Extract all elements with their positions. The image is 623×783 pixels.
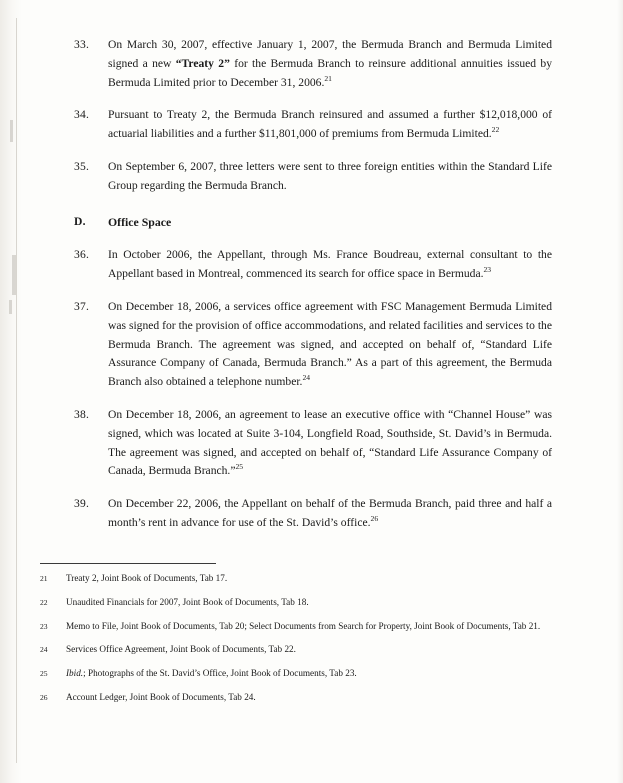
- footnote-reference[interactable]: 23: [483, 265, 492, 275]
- paragraph-text: [108, 36, 552, 92]
- footnote-marker: 26: [40, 692, 48, 702]
- footnote-reference[interactable]: 25: [235, 462, 244, 472]
- footnote-reference[interactable]: 22: [491, 125, 500, 135]
- paragraph-text: [108, 298, 552, 392]
- footnote-text: Services Office Agreement, Joint Book of Documents, Tab 22.: [66, 644, 296, 655]
- footnote-item: [40, 691, 560, 705]
- numbered-paragraph: [74, 406, 552, 481]
- section-title: Office Space: [108, 215, 172, 230]
- footnote-reference[interactable]: 26: [370, 513, 379, 523]
- numbered-paragraph: [74, 246, 552, 284]
- footnote-reference[interactable]: 21: [324, 73, 332, 83]
- numbered-paragraph: [74, 298, 552, 392]
- footnote-item: [40, 596, 560, 610]
- paragraph-text-lead: On March 30, 2007, effective January 1, 2007, the Bermuda Branch and Bermuda Limited signed a new: [108, 38, 552, 70]
- scan-line-artifact: [16, 18, 17, 763]
- footnote-marker: 22: [40, 597, 48, 607]
- paragraph-number: 38.: [74, 407, 90, 421]
- paragraph-text-lead: On December 18, 2006, a services office agreement with FSC Management Bermuda Limited was signed for the provision of office accommodations, and related facilities and services to the Bermuda Branch. The agreement was signed, and accepted on behalf of, “Standard Life Assurance Company of Canada, Bermuda Branch.” As a part of this agreement, the Bermuda Branch also obtained a telephone number.: [108, 300, 552, 389]
- paragraph-text-lead: In October 2006, the Appellant, through Ms. France Boudreau, external consultant to the Appellant based in Montreal, commenced its search for office space in Bermuda.: [108, 248, 552, 281]
- paragraph-text: [108, 246, 552, 284]
- footnote-text: Memo to File, Joint Book of Documents, Tab 20; Select Documents from Search for Property, Joint Book of Documents, Tab 21.: [66, 620, 541, 631]
- paragraph-text: [108, 406, 552, 481]
- scan-speck-artifact: [9, 300, 12, 314]
- paragraph-text-tail: for the Bermuda Branch to reinsure additional annuities issued by Bermuda Limited prior to December 31, 2006.: [108, 56, 552, 89]
- paragraph-bold-term: “Treaty 2”: [175, 56, 230, 70]
- paragraph-number: 35.: [74, 159, 90, 173]
- paragraph-number: 36.: [74, 248, 90, 262]
- numbered-paragraph: [74, 158, 552, 196]
- footnote-italic-lead: Ibid.: [66, 668, 84, 679]
- paragraph-number: 34.: [74, 108, 90, 122]
- footnote-list: [40, 572, 560, 715]
- section-letter: D.: [74, 215, 86, 229]
- paragraph-number: 37.: [74, 300, 90, 314]
- paragraph-text-lead: Pursuant to Treaty 2, the Bermuda Branch reinsured and assumed a further $12,018,000 of actuarial liabilities and a further $11,801,000 of premiums from Bermuda Limited.: [108, 108, 552, 141]
- footnote-text-rest: ; Photographs of the St. David’s Office, Joint Book of Documents, Tab 23.: [83, 668, 357, 679]
- scan-edge-artifact: [0, 0, 22, 783]
- numbered-paragraph: [74, 36, 552, 92]
- footnote-reference[interactable]: 24: [302, 373, 311, 383]
- paragraph-number: 33.: [74, 38, 90, 51]
- numbered-paragraph: [74, 495, 552, 533]
- paragraph-text-lead: On December 18, 2006, an agreement to lease an executive office with “Channel House” was signed, which was located at Suite 3-104, Longfield Road, Southside, St. David’s in Bermuda. The agreement was signed, and accepted on behalf of, “Standard Life Assurance Company of Canada, Bermuda Branch.”: [108, 407, 552, 478]
- paragraph-text-lead: On December 22, 2006, the Appellant on behalf of the Bermuda Branch, paid three and half a month’s rent in advance for use of the St. David’s office.: [108, 497, 552, 529]
- footnote-item: [40, 620, 560, 634]
- page-edge-shadow: [617, 0, 623, 783]
- footnote-text: Unaudited Financials for 2007, Joint Book of Documents, Tab 18.: [66, 596, 309, 607]
- footnote-text: Account Ledger, Joint Book of Documents, Tab 24.: [66, 691, 256, 702]
- footnote-item: [40, 667, 560, 681]
- paragraph-number: 39.: [74, 497, 90, 511]
- paragraph-text: [108, 106, 552, 144]
- footnote-text: Treaty 2, Joint Book of Documents, Tab 17.: [66, 573, 228, 583]
- footnote-marker: 21: [40, 574, 48, 583]
- scan-speck-artifact: [12, 255, 16, 295]
- paragraph-text: [108, 495, 552, 533]
- footnote-marker: 25: [40, 669, 48, 679]
- footnote-separator-rule: [40, 563, 216, 564]
- scan-speck-artifact: [10, 120, 13, 142]
- paragraph-text: On September 6, 2007, three letters were sent to three foreign entities within the Standard Life Group regarding the Bermuda Branch.: [108, 159, 552, 192]
- footnote-item: [40, 572, 560, 586]
- footnote-marker: 23: [40, 621, 48, 631]
- document-body: [74, 36, 552, 547]
- numbered-paragraph: [74, 106, 552, 144]
- footnote-item: [40, 643, 560, 657]
- section-heading: [74, 215, 552, 230]
- footnote-text: [66, 667, 560, 681]
- footnote-marker: 24: [40, 645, 48, 655]
